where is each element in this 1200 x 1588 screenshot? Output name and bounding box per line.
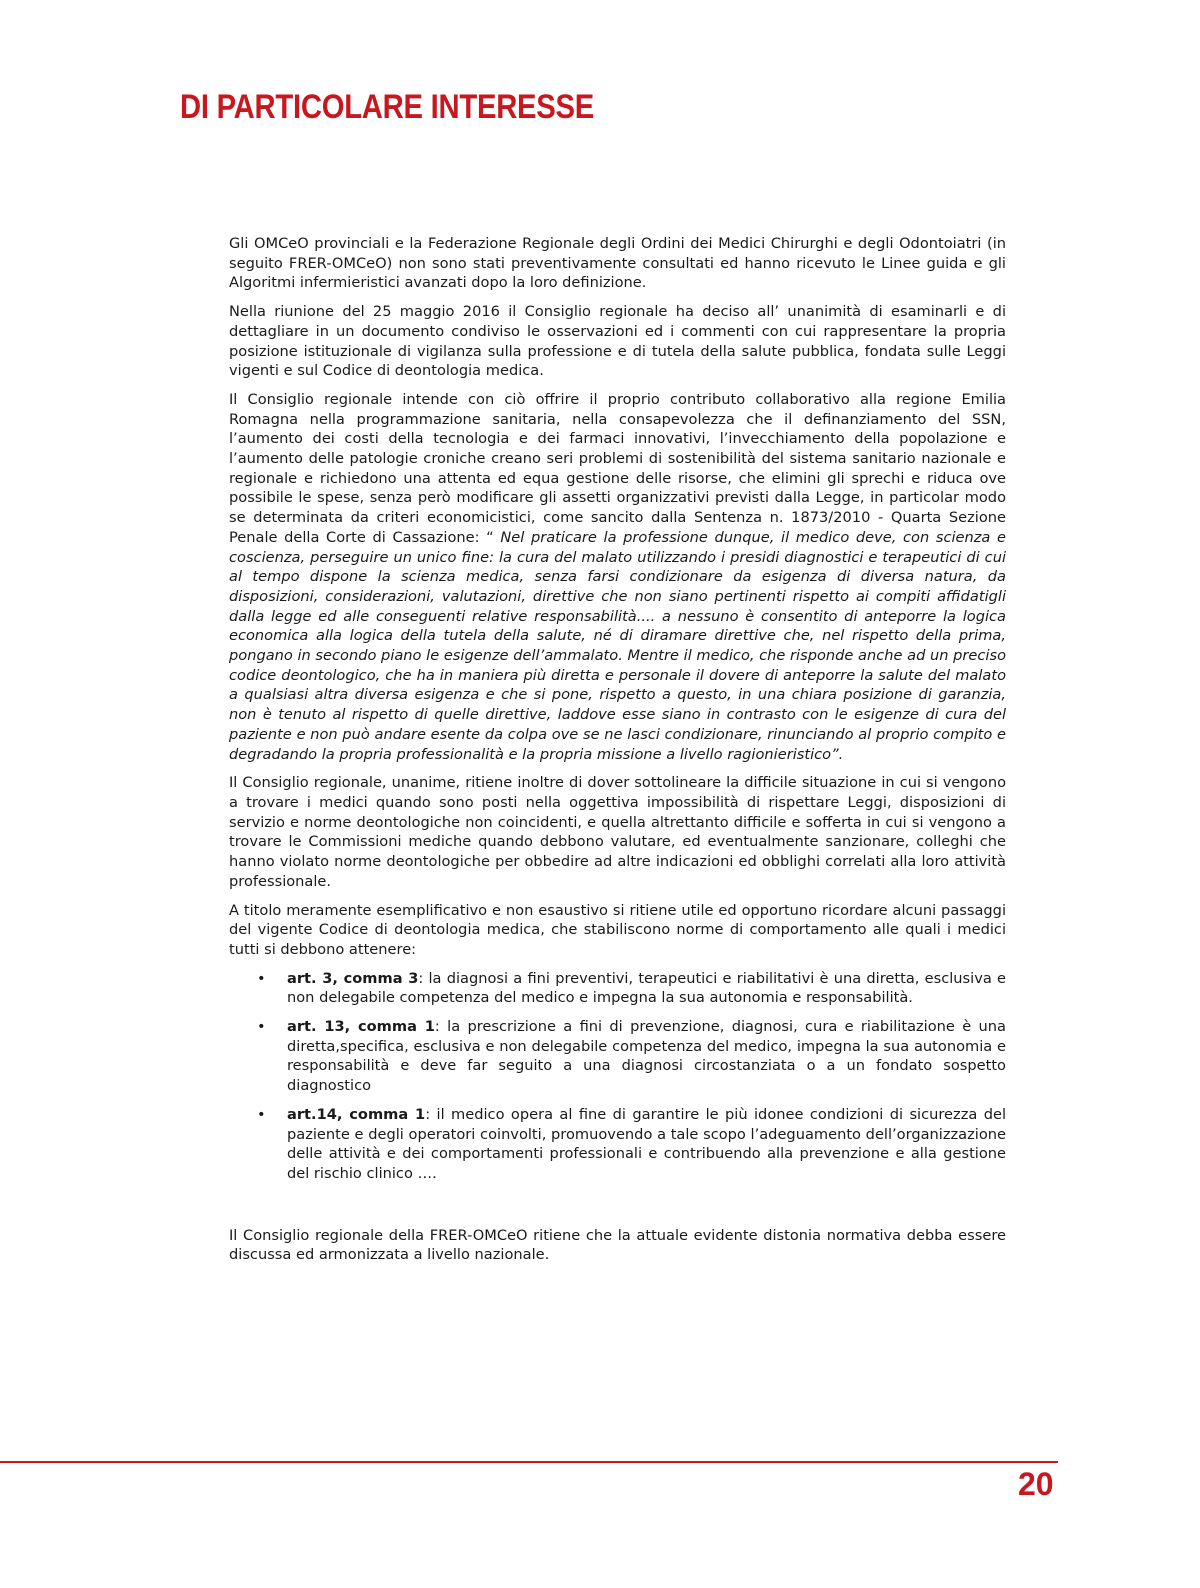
bullet-icon: • <box>257 1018 266 1036</box>
paragraph-2: Nella riunione del 25 maggio 2016 il Consiglio regionale ha deciso all’ unanimità di esaminarli e di dettagliare in un documento condiviso le osservazioni ed i commenti con cui rappresentare la propria posizione istituzionale di vigilanza sulla professione e di tutela della salute pubblica, fondata sulle Leggi vigenti e sul Codice di deontologia medica. <box>229 303 1006 380</box>
paragraph-3-intro: Il Consiglio regionale intende con ciò offrire il proprio contributo collaborativo alla regione Emilia Romagna nella programmazione sanitaria, nella consapevolezza che il definanziamento del SSN, l’aumento dei costi della tecnologia e dei farmaci innovativi, l’invecchiamento della popolazione e l’aumento delle patologie croniche creano seri problemi di sostenibilità del sistema sanitario nazionale e regionale e richiedono una attenta ed equa gestione delle risorse, che elimini gli sprechi e riduca ove possibile le spese, senza però modificare gli assetti organizzativi previsti dalla Legge, in particolar modo se determinata da criteri economicistici, come sancito dalla Sentenza n. 1873/2010 - Quarta Sezione Penale della Corte di Cassazione: “ <box>229 390 1006 546</box>
paragraph-5: A titolo meramente esemplificativo e non esaustivo si ritiene utile ed opportuno ricordare alcuni passaggi del vigente Codice di deontologia medica, che stabiliscono norme di comportamento alle quali i medici tutti si debbono attenere: <box>229 901 1006 958</box>
article-list <box>229 969 1006 1184</box>
article-text: : la diagnosi a fini preventivi, terapeutici e riabilitativi è una diretta, esclusiva e non delegabile competenza del medico e impegna la sua autonomia e responsabilità. <box>287 969 1006 1007</box>
paragraph-4: Il Consiglio regionale, unanime, ritiene inoltre di dover sottolineare la difficile situazione in cui si vengono a trovare i medici quando sono posti nella oggettiva impossibilità di rispettare Leggi, disposizioni di servizio e norme deontologiche non coincidenti, e quella altrettanto difficile e sofferta in cui si vengono a trovare le Commissioni mediche quando debbono valutare, ed eventualmente sanzionare, colleghi che hanno violato norme deontologiche per obbedire ad altre indicazioni ed obblighi correlati alla loro attività professionale. <box>229 774 1006 890</box>
article-ref: art.14, comma 1 <box>287 1105 426 1123</box>
body-text <box>229 234 1006 1274</box>
article-text: : la prescrizione a fini di prevenzione, diagnosi, cura e riabilitazione è una diretta,specifica, esclusiva e non delegabile competenza del medico, impegna la sua autonomia e responsabilità e deve far seguito a una diagnosi circostanziata o a un fondato sospetto diagnostico <box>287 1018 1006 1095</box>
bullet-icon: • <box>257 1105 266 1123</box>
closing-paragraph: Il Consiglio regionale della FRER-OMCeO ritiene che la attuale evidente distonia normativa debba essere discussa ed armonizzata a livello nazionale. <box>229 1226 1006 1264</box>
page-number: 20 <box>1018 1466 1054 1502</box>
page-heading: DI PARTICOLARE INTERESSE <box>180 88 595 126</box>
article-ref: art. 3, comma 3 <box>287 969 419 987</box>
paragraph-3 <box>229 390 1006 764</box>
footer-divider <box>0 1461 1058 1463</box>
article-text: : il medico opera al fine di garantire le più idonee condizioni di sicurezza del paziente e degli operatori coinvolti, promuovendo a tale scopo l’adeguamento dell’organizzazione delle attività e dei comportamenti professionali e contribuendo alla prevenzione e alla gestione del rischio clinico …. <box>287 1105 1007 1182</box>
bullet-icon: • <box>257 969 266 987</box>
paragraph-1: Gli OMCeO provinciali e la Federazione Regionale degli Ordini dei Medici Chirurghi e degli Odontoiatri (in seguito FRER-OMCeO) non sono stati preventivamente consultati ed hanno ricevuto le Linee guida e gli Algoritmi infermieristici avanzati dopo la loro definizione. <box>229 235 1006 292</box>
article-ref: art. 13, comma 1 <box>287 1018 435 1036</box>
sentence-quote: Nel praticare la professione dunque, il medico deve, con scienza e coscienza, perseguire un unico fine: la cura del malato utilizzando i presidi diagnostici e terapeutici di cui al tempo dispone la scienza medica, senza farsi condizionare da esigenza di diversa natura, da disposizioni, considerazioni, valutazioni, direttive che non siano pertinenti rispetto ai compiti affidatigli dalla legge ed alle conseguenti relative responsabilità.... a nessuno è consentito di anteporre la logica economica alla logica della tutela della salute, né di diramare direttive che, nel rispetto della prima, pongano in secondo piano le esigenze dell’ammalato. Mentre il medico, che risponde anche ad un preciso codice deontologico, che ha in maniera più diretta e personale il dovere di anteporre la salute del malato a qualsiasi altra diversa esigenza e che si pone, rispetto a questo, in una chiara posizione di garanzia, non è tenuto al rispetto di quelle direttive, laddove esse siano in contrasto con le esigenze di cura del paziente e non può andare esente da colpa ove se ne lasci condizionare, rinunciando al proprio compito e degradando la propria professionalità e la propria missione a livello ragionieristico”. <box>229 528 1006 763</box>
list-item <box>257 1105 1007 1184</box>
list-item <box>257 969 1006 1008</box>
list-item <box>257 1017 1006 1096</box>
